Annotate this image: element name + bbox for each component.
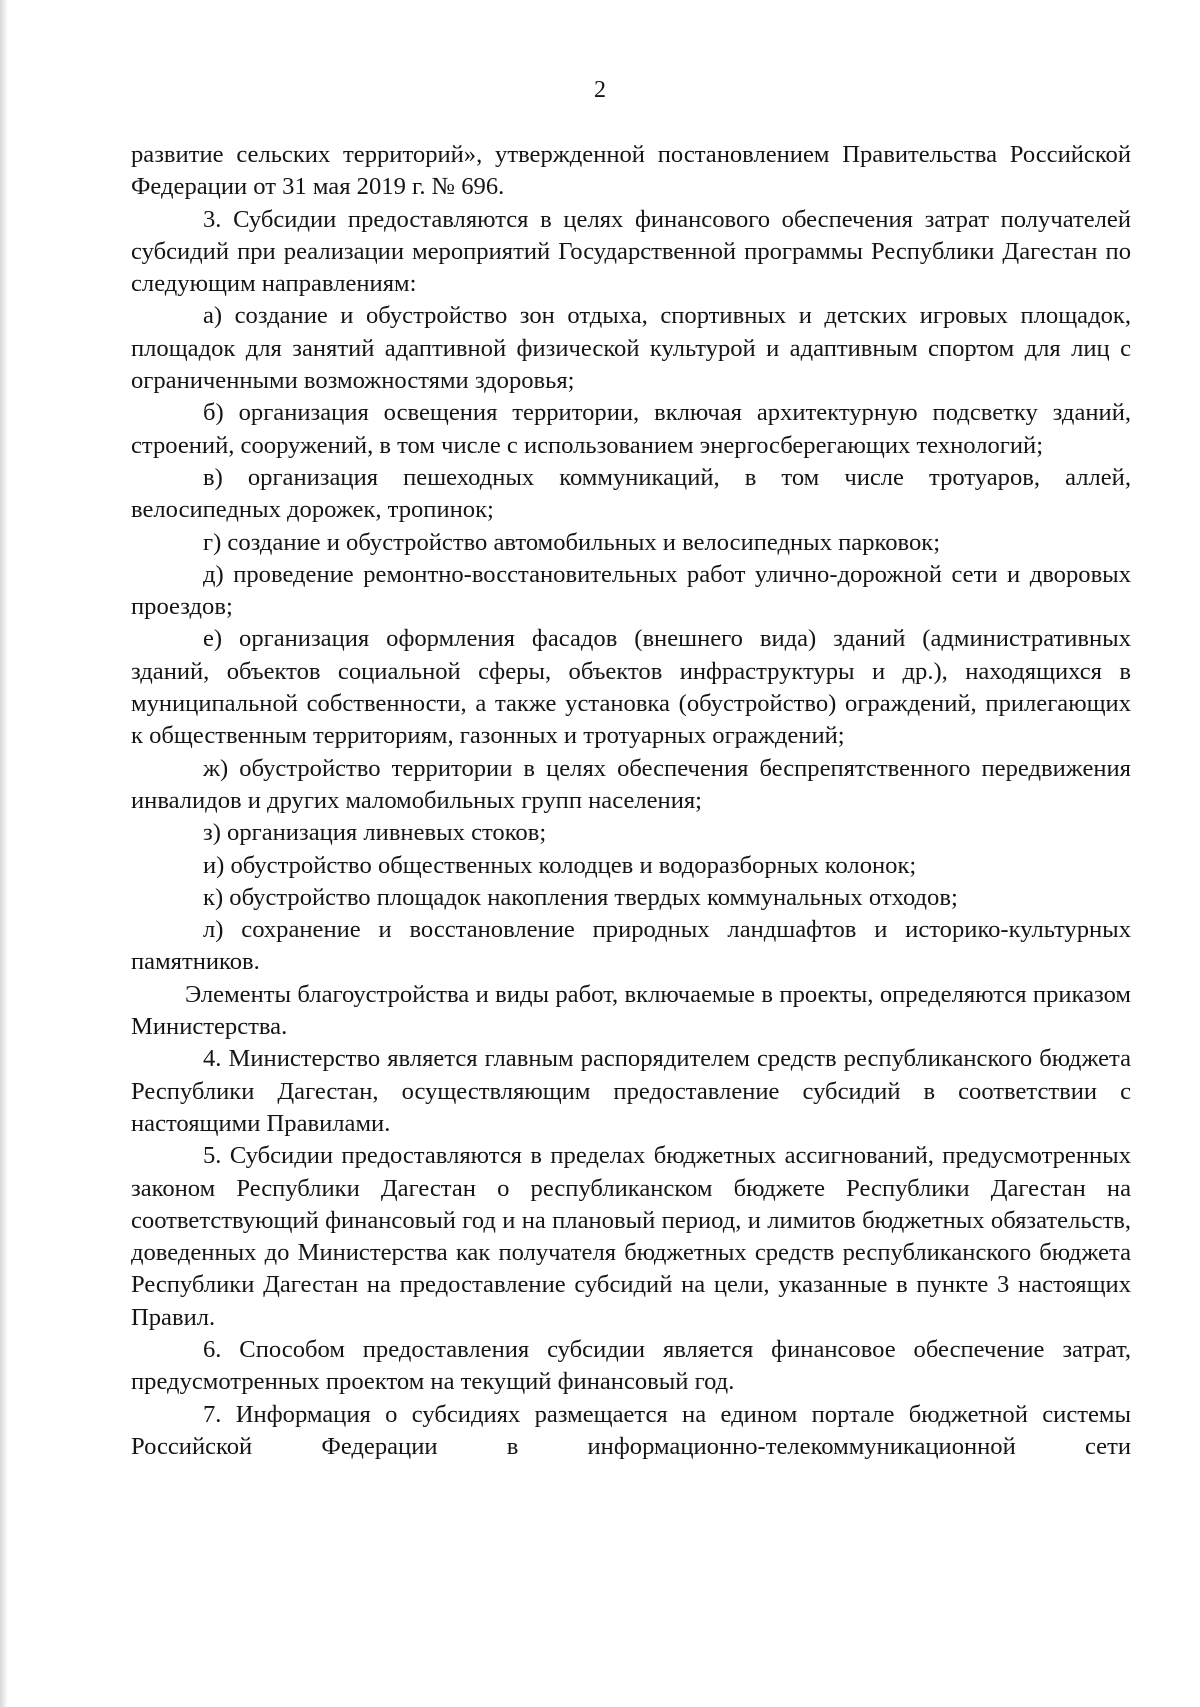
paragraph-subitem-g: г) создание и обустройство автомобильных и велосипедных парковок; <box>203 528 941 556</box>
document-body <box>131 139 1131 1463</box>
paragraph-elements: Элементы благоустройства и виды работ, включаемые в проекты, определяются приказом Министерства. <box>131 980 1131 1041</box>
paragraph-subitem-v: в) организация пешеходных коммуникаций, в том числе тротуаров, аллей, велосипедных дорожек, тропинок; <box>131 463 1131 524</box>
paragraph-item-7: 7. Информация о субсидиях размещается на едином портале бюджетной системы Российской Федерации в информационно-телекоммуникационной сети <box>131 1400 1131 1460</box>
paragraph-item-6: 6. Способом предоставления субсидии является финансовое обеспечение затрат, предусмотренных проектом на текущий финансовый год. <box>131 1335 1131 1396</box>
paragraph-subitem-z: з) организация ливневых стоков; <box>203 819 547 847</box>
paragraph-program-reference: развитие сельских территорий», утвержденной постановлением Правительства Российской Федерации от 31 мая 2019 г. № 696. <box>131 141 1131 201</box>
scan-edge-shadow <box>0 0 8 1707</box>
paragraph-item-4: 4. Министерство является главным распорядителем средств республиканского бюджета Республики Дагестан, осуществляющим предоставление субсидий в соответствии с настоящими Правилами. <box>131 1045 1131 1137</box>
paragraph-subitem-i: и) обустройство общественных колодцев и водоразборных колонок; <box>203 851 917 879</box>
paragraph-subitem-k: к) обустройство площадок накопления твердых коммунальных отходов; <box>203 883 958 911</box>
paragraph-subitem-zh: ж) обустройство территории в целях обеспечения беспрепятственного передвижения инвалидов и других маломобильных групп населения; <box>131 754 1131 814</box>
paragraph-subitem-e: е) организация оформления фасадов (внешнего вида) зданий (административных зданий, объектов социальной сферы, объектов инфраструктуры и др.), находящихся в муниципальной собственности, а также установка (обустройство) ограждений, прилегающих к общественным территориям, газонных и тротуарных ограждений; <box>131 625 1131 750</box>
paragraph-subitem-d: д) проведение ремонтно-восстановительных работ улично-дорожной сети и дворовых проездов; <box>131 560 1131 621</box>
page-number: 2 <box>594 77 606 103</box>
paragraph-subitem-a: а) создание и обустройство зон отдыха, спортивных и детских игровых площадок, площадок для занятий адаптивной физической культурой и адаптивным спортом для лиц с ограниченными возможностями здоровья; <box>131 302 1131 395</box>
paragraph-item-5: 5. Субсидии предоставляются в пределах бюджетных ассигнований, предусмотренных законом Республики Дагестан о республиканском бюджете Республики Дагестан на соответствующий финансовый год и на плановый период, и лимитов бюджетных обязательств, доведенных до Министерства как получателя бюджетных средств республиканского бюджета Республики Дагестан на предоставление субсидий на цели, указанные в пункте 3 настоящих Правил. <box>131 1142 1131 1331</box>
paragraph-subitem-b: б) организация освещения территории, включая архитектурную подсветку зданий, строений, сооружений, в том числе с использованием энергосберегающих технологий; <box>131 399 1131 459</box>
paragraph-subitem-l: л) сохранение и восстановление природных ландшафтов и историко-культурных памятников. <box>131 916 1131 976</box>
paragraph-item-3: 3. Субсидии предоставляются в целях финансового обеспечения затрат получателей субсидий при реализации мероприятий Государственной программы Республики Дагестан по следующим направлениям: <box>131 205 1131 298</box>
